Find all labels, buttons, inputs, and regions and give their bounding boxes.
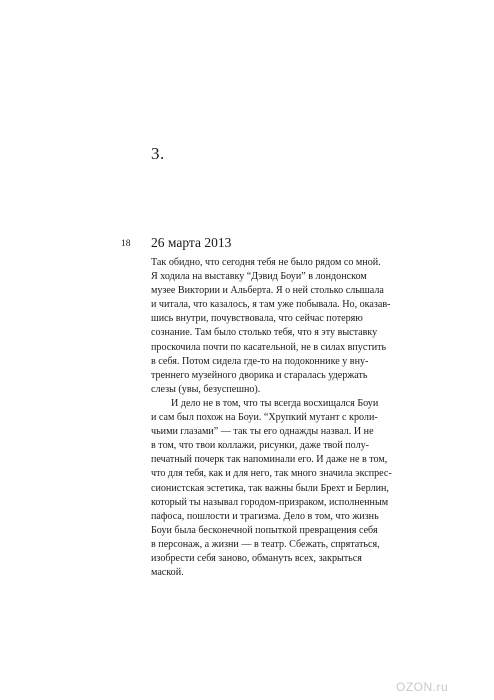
text-line: слезы (увы, безуспешно). bbox=[151, 383, 261, 395]
text-line: в том, что твои коллажи, рисунки, даже твой полу- bbox=[151, 440, 370, 452]
text-line: треннего музейного дворика и старалась удержать bbox=[151, 369, 368, 381]
paragraph bbox=[151, 397, 392, 580]
text-line: и сам был похож на Боуи. “Хрупкий мутант с кроли- bbox=[151, 412, 378, 424]
paragraph bbox=[151, 256, 391, 397]
text-line: что для тебя, как и для него, так много значила экспрес- bbox=[151, 468, 392, 480]
text-line: который ты называл городом-призраком, исполненным bbox=[151, 496, 389, 508]
text-line: шись внутри, почувствовала, что сейчас потеряю bbox=[151, 313, 363, 325]
text-line: чьими глазами” — так ты его однажды назвал. И не bbox=[151, 426, 374, 438]
text-line: в себя. Потом сидела где-то на подоконнике у вну- bbox=[151, 355, 369, 367]
text-line: музее Виктории и Альберта. Я о ней столько слышала bbox=[151, 285, 384, 297]
text-line: печатный почерк так напоминали его. И даже не в том, bbox=[151, 454, 388, 466]
text-line: И дело не в том, что ты всегда восхищался Боуи bbox=[171, 397, 379, 409]
text-line: пафоса, пошлости и трагизма. Дело в том, что жизнь bbox=[151, 510, 379, 522]
text-line: Так обидно, что сегодня тебя не было рядом со мной. bbox=[151, 257, 381, 268]
text-line: Я ходила на выставку “Дэвид Боуи” в лондонском bbox=[151, 271, 367, 283]
text-line: изобрести себя заново, обмануть всех, закрыться bbox=[151, 552, 362, 564]
text-line: Боуи была бесконечной попыткой превращения себя bbox=[151, 524, 378, 536]
body-text bbox=[151, 256, 392, 580]
entry-date: 26 марта 2013 bbox=[151, 235, 232, 250]
text-line: проскочила почти по касательной, не в силах впустить bbox=[151, 341, 387, 353]
chapter-number: 3. bbox=[151, 144, 165, 163]
page-number: 18 bbox=[121, 239, 131, 249]
watermark: OZON.ru bbox=[396, 680, 449, 694]
text-line: маской. bbox=[151, 567, 184, 579]
text-line: в персонаж, а жизни — в театр. Сбежать, спрятаться, bbox=[151, 538, 380, 550]
text-line: и читала, что казалось, я там уже побывала. Но, оказав- bbox=[151, 299, 391, 311]
text-line: сознание. Там было столько тебя, что я эту выставку bbox=[151, 327, 378, 339]
text-line: сионистская эстетика, так важны были Брехт и Берлин, bbox=[151, 482, 389, 494]
